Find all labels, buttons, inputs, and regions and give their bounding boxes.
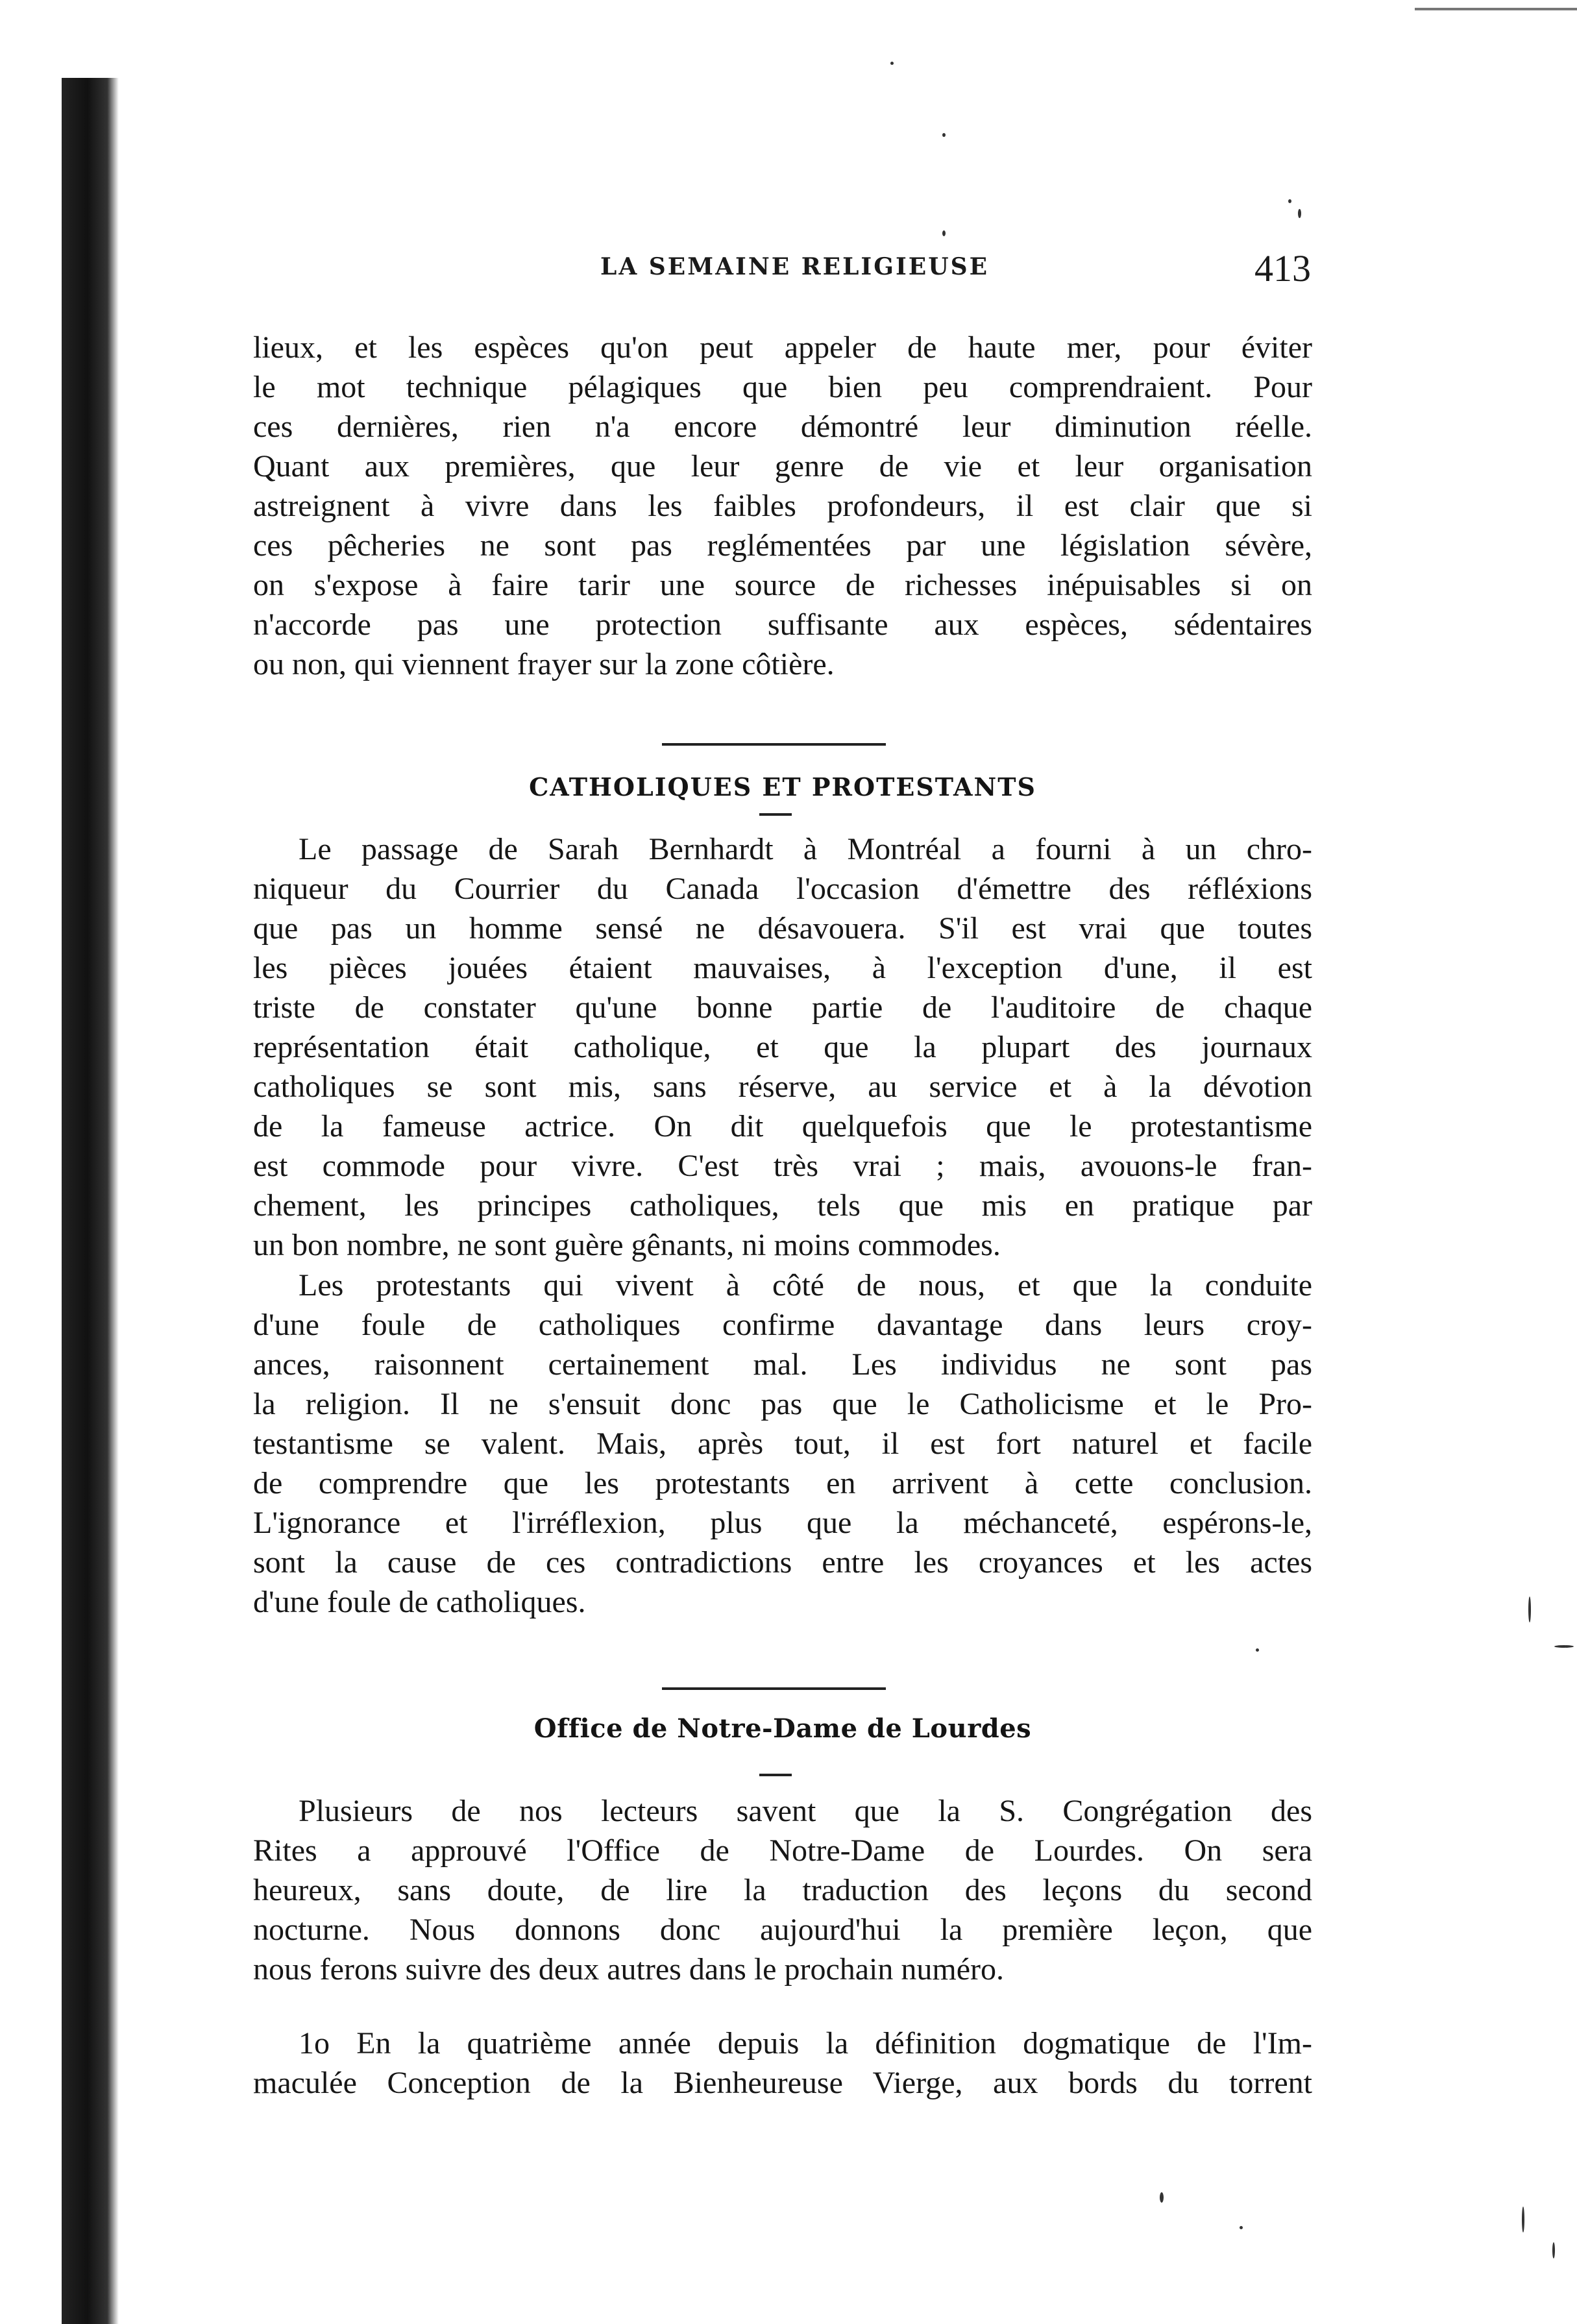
- speck: [1298, 209, 1301, 218]
- speck: [1288, 199, 1291, 203]
- section-heading-lourdes: Office de Notre-Dame de Lourdes: [533, 1713, 1032, 1744]
- text-line: heureux, sans doute, de lire la traduction des leçons du second: [253, 1873, 1312, 1907]
- text-line: sont la cause de ces contradictions entre les croyances et les actes: [253, 1545, 1312, 1580]
- speck: [1528, 1596, 1531, 1622]
- text-line: le mot technique pélagiques que bien peu comprendraient. Pour: [253, 370, 1312, 404]
- text-line: 1o En la quatrième année depuis la définition dogmatique de l'Im-: [299, 2026, 1312, 2061]
- text-line: Les protestants qui vivent à côté de nous, et que la conduite: [299, 1268, 1312, 1303]
- text-line: ou non, qui viennent frayer sur la zone côtière.: [253, 647, 835, 681]
- section-heading-catholiques: CATHOLIQUES ET PROTESTANTS: [529, 772, 1036, 801]
- text-line: maculée Conception de la Bienheureuse Vierge, aux bords du torrent: [253, 2066, 1312, 2100]
- binding-shadow: [62, 78, 119, 2324]
- text-line: on s'expose à faire tarir une source de richesses inépuisables si on: [253, 568, 1312, 602]
- text-line: Quant aux premières, que leur genre de vie et leur organisation: [253, 449, 1312, 483]
- text-line: d'une foule de catholiques confirme davantage dans leurs croy-: [253, 1308, 1312, 1342]
- speck: [1552, 2242, 1555, 2258]
- text-line: les pièces jouées étaient mauvaises, à l'exception d'une, il est: [253, 951, 1312, 985]
- text-line: un bon nombre, ne sont guère gênants, ni moins commodes.: [253, 1228, 1001, 1262]
- text-line: astreignent à vivre dans les faibles profondeurs, il est clair que si: [253, 489, 1312, 523]
- text-line: catholiques se sont mis, sans réserve, au service et à la dévotion: [253, 1070, 1312, 1104]
- heading-dash: [759, 813, 792, 816]
- text-line: de comprendre que les protestants en arrivent à cette conclusion.: [253, 1466, 1312, 1500]
- text-line: la religion. Il ne s'ensuit donc pas que le Catholicisme et le Pro-: [253, 1387, 1312, 1421]
- section-separator-rule: [662, 1687, 886, 1690]
- lourdes-paragraph-1: [253, 1791, 1312, 1989]
- text-line: que pas un homme sensé ne désavouera. S'il est vrai que toutes: [253, 911, 1312, 946]
- text-line: Rites a approuvé l'Office de Notre-Dame de Lourdes. On sera: [253, 1833, 1312, 1868]
- page-number: 413: [1254, 247, 1311, 289]
- text-line: L'ignorance et l'irréflexion, plus que la méchanceté, espérons-le,: [253, 1506, 1312, 1540]
- running-head: [253, 247, 1311, 292]
- text-line: niqueur du Courrier du Canada l'occasion d'émettre des réfléxions: [253, 872, 1312, 906]
- heading-dash: [759, 1774, 792, 1776]
- lourdes-paragraph-2: [253, 2024, 1312, 2103]
- speck: [1256, 1648, 1259, 1652]
- speck: [1240, 2226, 1243, 2229]
- text-line: ces dernières, rien n'a encore démontré leur diminution réelle.: [253, 410, 1312, 444]
- text-line: d'une foule de catholiques.: [253, 1585, 586, 1619]
- text-line: chement, les principes catholiques, tels que mis en pratique par: [253, 1188, 1312, 1223]
- text-line: ces pêcheries ne sont pas reglémentées par une législation sévère,: [253, 528, 1312, 563]
- text-line: nous ferons suivre des deux autres dans le prochain numéro.: [253, 1952, 1005, 1987]
- text-line: de la fameuse actrice. On dit quelquefois que le protestantisme: [253, 1109, 1312, 1144]
- text-line: ances, raisonnent certainement mal. Les individus ne sont pas: [253, 1347, 1312, 1382]
- text-line: représentation était catholique, et que la plupart des journaux: [253, 1030, 1312, 1064]
- text-line: Le passage de Sarah Bernhardt à Montréal a fourni à un chro-: [299, 832, 1312, 866]
- catholiques-paragraph-1: [253, 829, 1312, 1265]
- text-line: n'accorde pas une protection suffisante aux espèces, sédentaires: [253, 607, 1312, 642]
- speck: [942, 230, 946, 236]
- text-line: testantisme se valent. Mais, après tout, il est fort naturel et facile: [253, 1426, 1312, 1461]
- catholiques-paragraph-2: [253, 1266, 1312, 1622]
- speck: [890, 62, 894, 65]
- speck: [1554, 1645, 1574, 1648]
- speck: [1160, 2192, 1164, 2203]
- opening-paragraph: [253, 328, 1312, 684]
- text-line: Plusieurs de nos lecteurs savent que la S. Congrégation des: [299, 1794, 1312, 1828]
- text-line: lieux, et les espèces qu'on peut appeler de haute mer, pour éviter: [253, 330, 1312, 365]
- running-head-title: LA SEMAINE RELIGIEUSE: [600, 253, 990, 280]
- top-edge-rule: [1415, 8, 1577, 10]
- section-separator-rule: [662, 743, 886, 746]
- text-line: triste de constater qu'une bonne partie de l'auditoire de chaque: [253, 990, 1312, 1025]
- text-line: est commode pour vivre. C'est très vrai ; mais, avouons-le fran-: [253, 1149, 1312, 1183]
- speck: [942, 133, 946, 137]
- text-line: nocturne. Nous donnons donc aujourd'hui la première leçon, que: [253, 1913, 1312, 1947]
- speck: [1522, 2207, 1524, 2232]
